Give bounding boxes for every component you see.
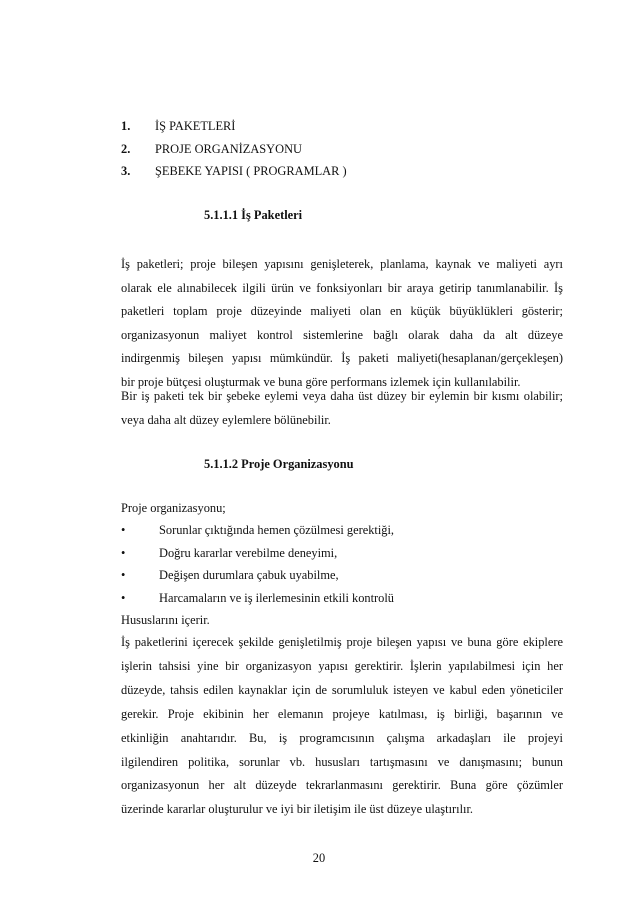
list-item xyxy=(121,163,561,186)
bullet-text: Harcamaların ve iş ilerlemesinin etkili kontrolü xyxy=(159,591,395,605)
paragraph-line: indirgenmiş bileşen yapısı mümkündür. İş paketi maliyeti(hesaplanan/gerçekleşen) xyxy=(121,351,563,365)
paragraph-line: paketleri toplam proje düzeyinde maliyeti olan en küçük büyüklükleri gösterir; xyxy=(121,304,563,318)
paragraph-line: veya daha alt düzey eylemlere bölünebilir. xyxy=(121,412,331,427)
paragraph-line: organizasyonun her alt düzeyde tekrarlanmasını gerektirir. Buna göre çözümler xyxy=(121,778,563,793)
list-number: 1. xyxy=(121,119,131,133)
list-item xyxy=(121,118,561,141)
bullet-text: Değişen durumlara çabuk uyabilme, xyxy=(159,568,339,582)
bullet-item xyxy=(121,522,563,538)
paragraph-line: olarak ele alınabilecek ilgili ürün ve fonksiyonları bir araya getirip tanımlanabilir. İş xyxy=(121,280,563,295)
list-item-text: PROJE ORGANİZASYONU xyxy=(155,141,302,156)
numbered-list xyxy=(121,118,561,186)
paragraph-line: gerekir. Proje ekibinin her elemanın projeye katılması, iş birliği, başarının ve xyxy=(121,706,563,721)
paragraph-line: etkinliğin anahtarıdır. Bu, iş programcısının çalışma arkadaşları ile projeyi xyxy=(121,730,563,745)
paragraph-is-paketi-eylem xyxy=(121,385,563,432)
bullet-icon: • xyxy=(121,546,126,560)
bullet-item xyxy=(121,590,563,606)
paragraph-line: üzerinde kararlar oluşturulur ve iyi bir iletişim ile üst düzeye ulaştırılır. xyxy=(121,802,474,817)
list-number: 3. xyxy=(121,164,131,178)
list-item-text: ŞEBEKE YAPISI ( PROGRAMLAR ) xyxy=(155,164,347,178)
paragraph-line: düzeyde, tahsis edilen kaynaklar için de sorumluluk isteyen ve kabul eden yöneticiler xyxy=(121,682,563,697)
paragraph-hususlar: Hususlarını içerir. xyxy=(121,613,210,627)
paragraph-line: organizasyonun maliyet kontrol sistemlerine bağlı olarak daha da alt düzeye xyxy=(121,327,563,342)
list-item-text: İŞ PAKETLERİ xyxy=(155,119,236,133)
paragraph-line: İş paketleri; proje bileşen yapısını genişleterek, planlama, kaynak ve maliyeti ayrı xyxy=(121,257,563,271)
page-number: 20 xyxy=(312,851,326,865)
bullet-icon: • xyxy=(121,591,126,605)
list-item xyxy=(121,141,561,164)
bullet-icon: • xyxy=(121,568,126,582)
section-heading-is-paketleri: 5.1.1.1 İş Paketleri xyxy=(204,208,303,222)
bullet-icon: • xyxy=(121,523,126,537)
paragraph-line: Bir iş paketi tek bir şebeke eylemi veya daha üst düzey bir eylemin bir kısmı olabilir; xyxy=(121,389,563,403)
bullet-text: Sorunlar çıktığında hemen çözülmesi gerektiği, xyxy=(159,523,395,537)
paragraph-line: işlerin tahsisi yine bir organizasyon yapısı gerektirir. İşlerin yapılabilmesi için her xyxy=(121,658,563,673)
bullet-item xyxy=(121,567,563,583)
paragraph-line: İş paketlerini içerecek şekilde genişletilmiş proje bileşen yapısı ve buna göre ekiplere xyxy=(121,635,563,649)
bullet-text: Doğru kararlar verebilme deneyimi, xyxy=(159,546,338,560)
paragraph-intro: Proje organizasyonu; xyxy=(121,501,226,515)
paragraph-is-paketleri xyxy=(121,253,563,394)
list-number: 2. xyxy=(121,141,131,156)
paragraph-line: ilgilendiren politika, sorunlar vb. hususları tartışmasını ve danışmasını; bunun xyxy=(121,754,563,769)
section-heading-proje-organizasyonu: 5.1.1.2 Proje Organizasyonu xyxy=(204,457,354,471)
paragraph-line: bir proje bütçesi oluşturmak ve buna göre performans izlemek için kullanılabilir. xyxy=(121,374,521,389)
paragraph-organizasyon xyxy=(121,631,563,822)
bullet-item xyxy=(121,545,563,561)
